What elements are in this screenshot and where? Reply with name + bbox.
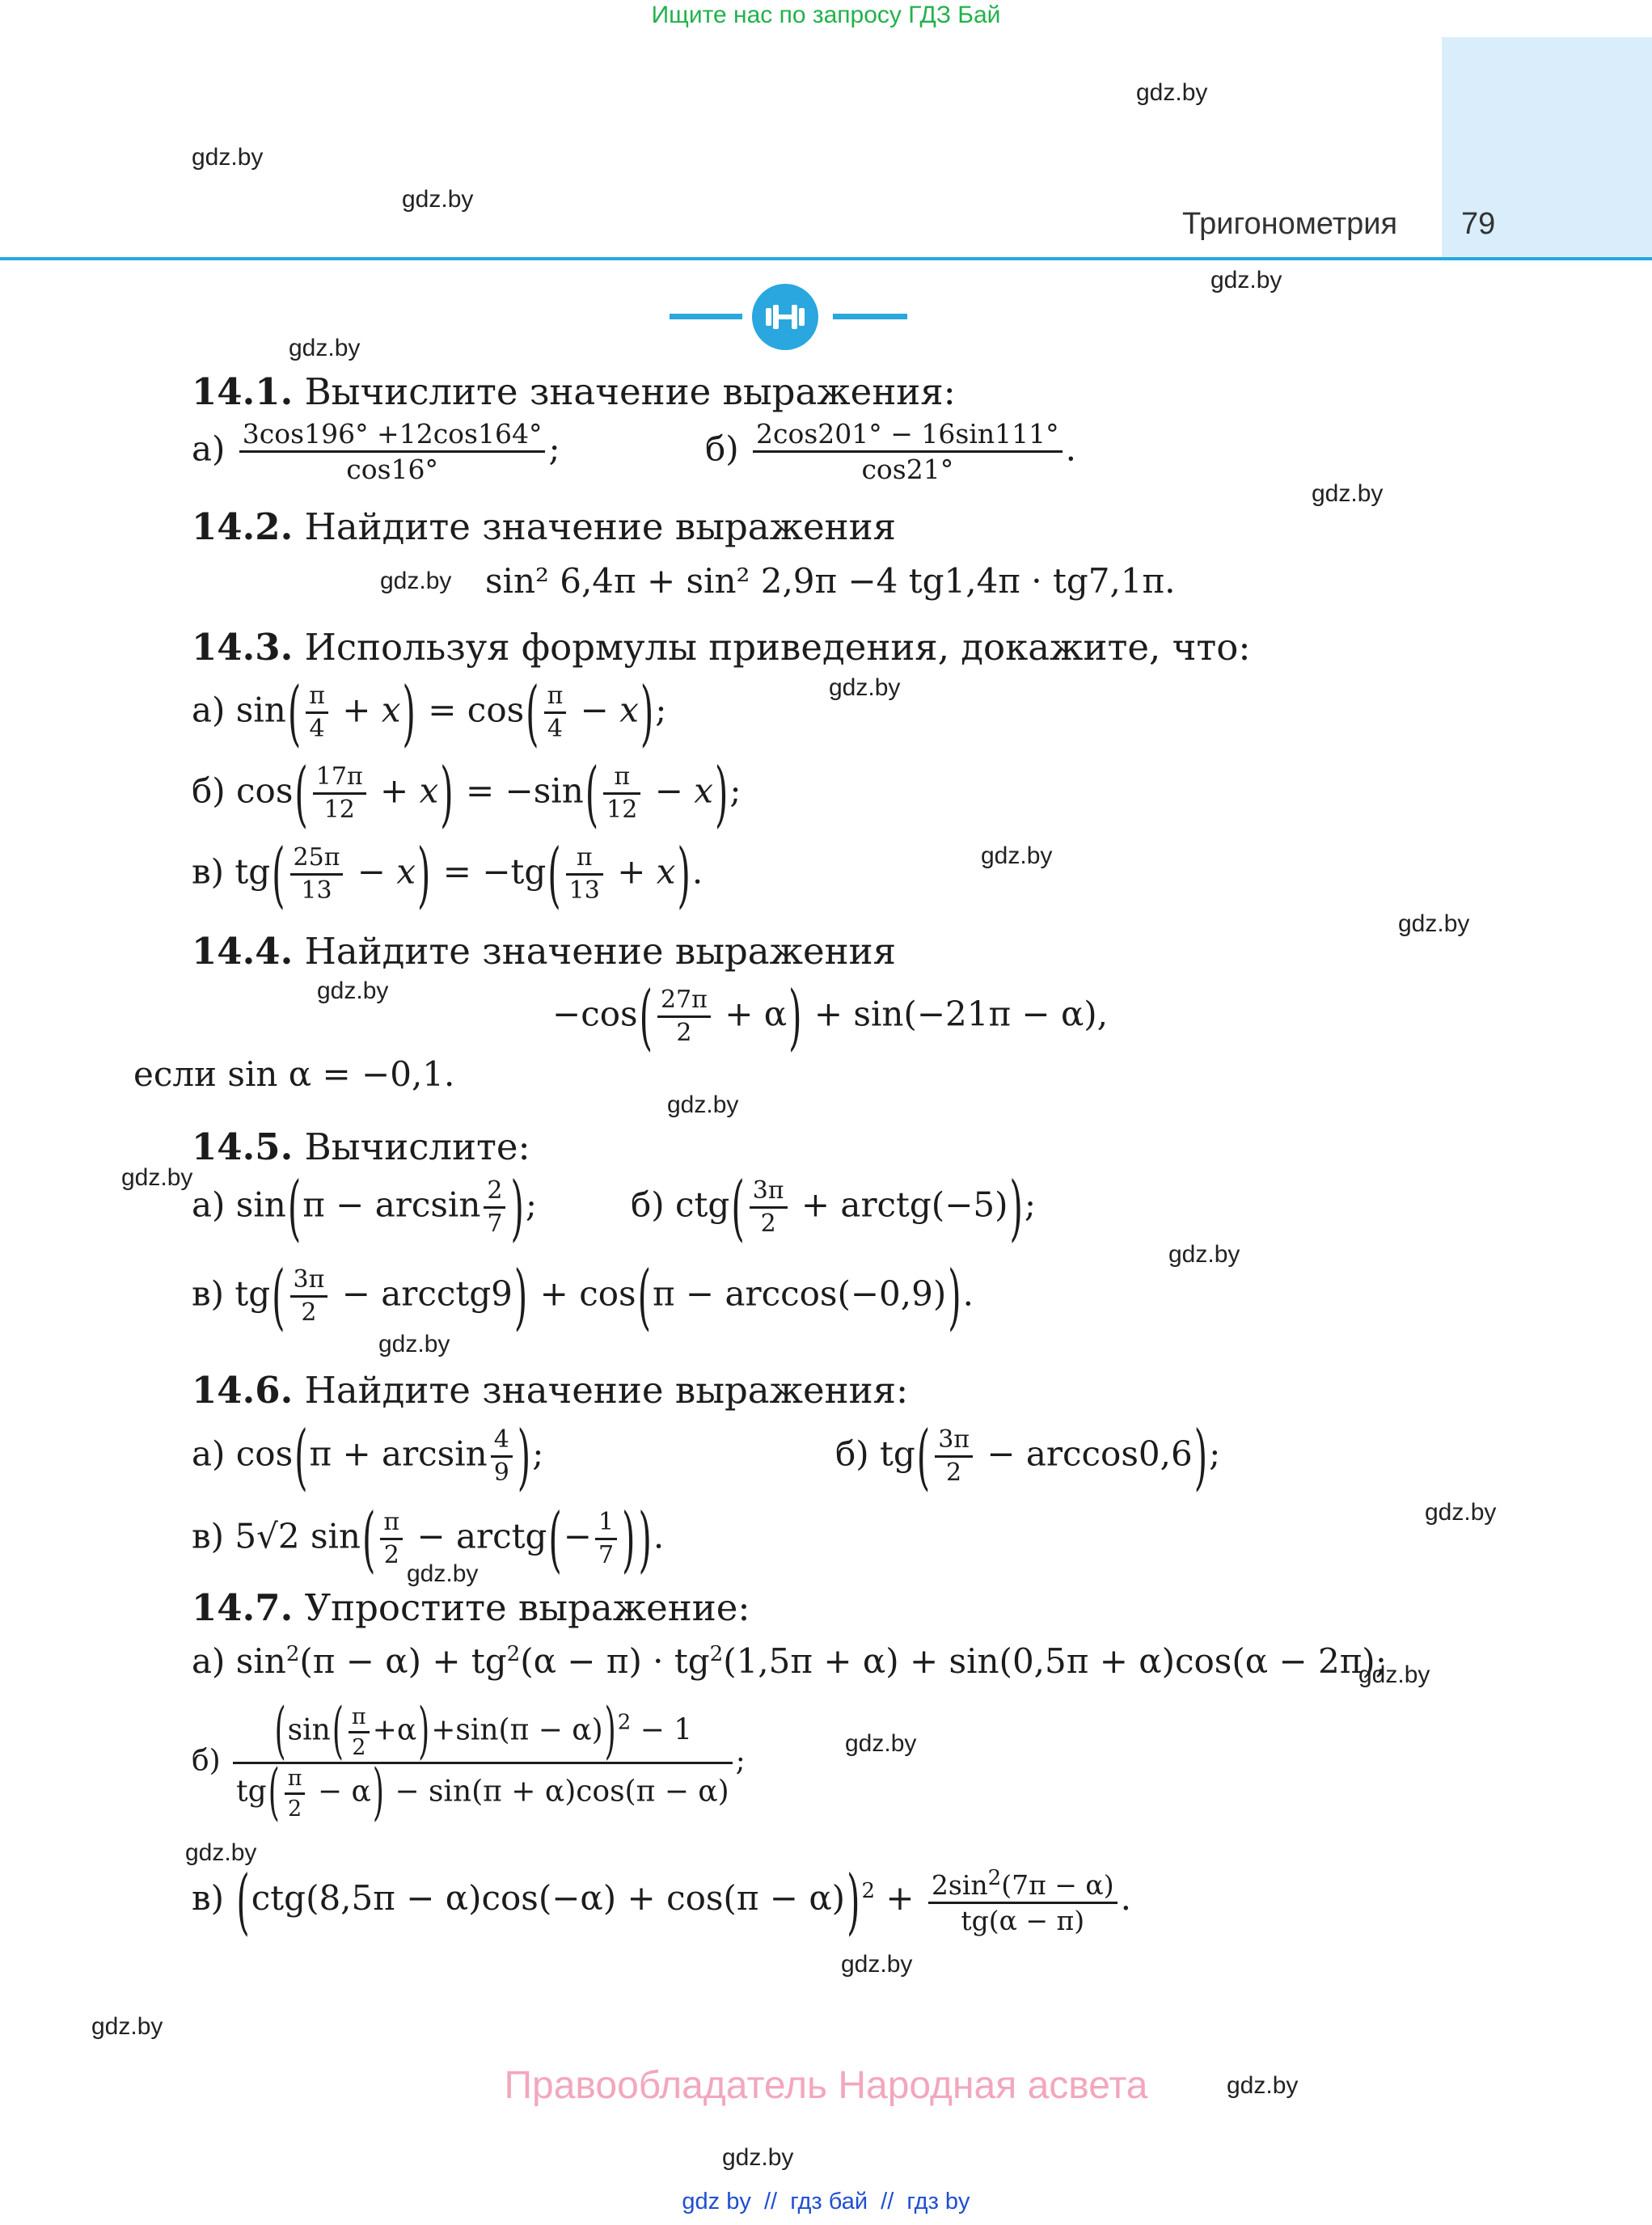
page-number: 79: [1461, 207, 1496, 241]
task-heading: 14.4. Найдите значение выражения: [192, 930, 897, 973]
task-heading: 14.6. Найдите значение выражения:: [192, 1369, 909, 1412]
task-14-5-c: в) tg( $\frac{3\pi}{2}$ − arcctg9) + cos(π − arccos(−0,9)).: [192, 1255, 974, 1338]
task-14-4-expression: −cos( $\frac{27\pi}{2}$ + α) + sin(−21π − α),: [552, 975, 1109, 1058]
copyright-notice: Правообладатель Народная асвета: [504, 2064, 1148, 2107]
task-14-3-c: в) tg( $\frac{25\pi}{13}$ − x) = −tg( $\frac{\pi}{13}$ + x).: [192, 833, 703, 916]
task-heading: 14.2. Найдите значение выражения: [192, 505, 897, 548]
task-14-2-expression: sin² 6,4π + sin² 2,9π −4 tg1,4π · tg7,1π.: [485, 561, 1176, 601]
task-14-7-c: в) $(ctg(8,5\pi - \alpha)\cos(-\alpha) + \cos(\pi - \alpha))^2$ + $\frac{2\sin^2(7\pi - \alpha)}{tg(\alpha - \pi)}$ .: [192, 1859, 1131, 1943]
task-14-7-b: б) (sin( $\frac{\pi}{2}$ +α)+sin(π − α))$^2$ − 1 tg( $\frac{\pi}{2}$ − α) − sin(π + α)cos(π − α) ;: [192, 1696, 746, 1828]
watermark[interactable]: gdz.by: [981, 842, 1053, 869]
task-heading: 14.5. Вычислите:: [192, 1125, 530, 1168]
task-14-3-b: б) cos( $\frac{17\pi}{12}$ + x) = −sin( $\frac{\pi}{12}$ − x);: [192, 752, 741, 835]
watermark[interactable]: gdz.by: [722, 2144, 794, 2171]
watermark[interactable]: gdz.by: [845, 1730, 917, 1757]
watermark[interactable]: gdz.by: [407, 1560, 479, 1587]
watermark[interactable]: gdz.by: [317, 977, 389, 1004]
task-14-1-b: б) $\frac{2\cos 201^\circ - 16\sin 111^\circ}{\cos 21^\circ}$ .: [705, 418, 1077, 485]
watermark[interactable]: gdz.by: [1312, 480, 1384, 507]
task-14-6-a: а) cos(π + arcsin $\frac{4}{9}$ );: [192, 1415, 544, 1498]
watermark[interactable]: gdz.by: [1398, 910, 1470, 937]
dumbbell-icon: [752, 284, 818, 350]
task-14-6-c: в) 5√2 sin( $\frac{\pi}{2}$ − arctg(− $\frac{1}{7}$ )).: [192, 1497, 665, 1581]
task-heading: 14.3. Используя формулы приведения, докажите, что:: [192, 626, 1251, 669]
task-heading: 14.1. Вычислите значение выражения:: [192, 370, 956, 413]
task-14-7-a: а) $\sin^2(\pi - \alpha) + tg^2(\alpha - \pi) \cdot tg^2(1,5\pi + \alpha) + \sin(0,5\pi + \alpha)\cos(\alpha - 2\pi)$;: [192, 1641, 1387, 1681]
header-rule: [0, 257, 1652, 260]
watermark[interactable]: gdz.by: [378, 1331, 450, 1357]
watermark[interactable]: gdz.by: [1136, 79, 1208, 106]
watermark[interactable]: gdz.by: [380, 568, 452, 594]
task-14-6-b: б) tg( $\frac{3\pi}{2}$ − arccos0,6);: [835, 1415, 1221, 1498]
watermark[interactable]: gdz.by: [121, 1164, 193, 1191]
watermark[interactable]: gdz.by: [289, 335, 361, 361]
task-14-5-a: а) sin(π − arcsin $\frac{2}{7}$ );: [192, 1166, 538, 1249]
watermark[interactable]: gdz.by: [667, 1091, 739, 1118]
watermark[interactable]: gdz.by: [192, 144, 264, 171]
watermark[interactable]: gdz.by: [841, 1951, 913, 1978]
task-14-5-b: б) ctg( $\frac{3\pi}{2}$ + arctg(−5));: [631, 1166, 1037, 1249]
task-14-1-a: а) $\frac{3\cos 196^\circ +12\cos 164^\circ}{\cos 16^\circ}$ ;: [192, 418, 560, 485]
watermark[interactable]: gdz.by: [185, 1839, 257, 1866]
watermark[interactable]: gdz.by: [402, 186, 474, 213]
watermark[interactable]: gdz.by: [1358, 1661, 1430, 1688]
watermark[interactable]: gdz.by: [91, 2013, 163, 2040]
task-14-4-condition: если sin α = −0,1.: [133, 1054, 455, 1094]
watermark[interactable]: gdz.by: [1227, 2072, 1299, 2099]
watermark[interactable]: gdz.by: [829, 674, 901, 701]
watermark[interactable]: gdz.by: [1168, 1241, 1240, 1268]
watermark[interactable]: gdz.by: [1210, 267, 1282, 293]
footer-links[interactable]: gdz by // гдз бай // гдз by: [682, 2189, 970, 2214]
task-heading: 14.7. Упростите выражение:: [192, 1586, 750, 1629]
section-title: Тригонометрия: [1182, 207, 1398, 241]
watermark[interactable]: gdz.by: [1425, 1499, 1497, 1526]
top-banner[interactable]: Ищите нас по запросу ГДЗ Бай: [651, 2, 1001, 28]
icon-dash-right: [833, 314, 907, 319]
icon-dash-left: [670, 314, 742, 319]
task-14-3-a: а) sin( $\frac{\pi}{4}$ + x) = cos( $\frac{\pi}{4}$ − x);: [192, 671, 667, 754]
